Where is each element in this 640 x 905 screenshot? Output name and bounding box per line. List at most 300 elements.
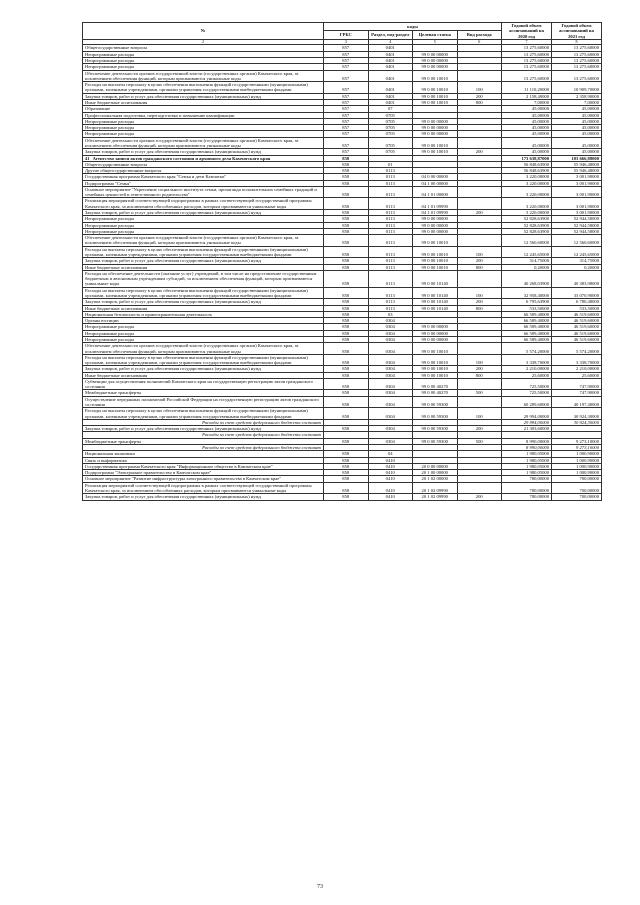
codes-header: коды <box>324 23 502 31</box>
table-cell-r: 0113 <box>368 264 413 270</box>
table-cell-r: 0304 <box>368 366 413 372</box>
page-number: 73 <box>317 884 323 890</box>
table-row <box>83 82 602 94</box>
table-cell-n: Государственная программа Камчатского края "Семья и дети Камчатки" <box>83 174 324 180</box>
table-cell-a: 1 980,05000 <box>502 457 552 463</box>
table-cell-r: 0113 <box>368 216 413 222</box>
table-cell-r: 0705 <box>368 137 413 149</box>
table-cell-r: 0113 <box>368 299 413 305</box>
table-cell-n: Закупка товаров, работ и услуг для обеспечения государственных (муниципальных) нужд <box>83 426 324 432</box>
table-cell-r: 0410 <box>368 494 413 500</box>
table-cell-g: 858 <box>324 354 369 366</box>
table-cell-g: 858 <box>324 390 369 396</box>
table-cell-n: Закупка товаров, работ и услуг для обеспечения государственных (муниципальных) нужд <box>83 494 324 500</box>
table-cell-a: 3 220,00000 <box>502 210 552 216</box>
table-cell-b: 747,90000 <box>552 378 602 390</box>
table-cell-n: Обеспечение деятельности органов государственной власти (государственных органов) Камчатского края, за исключением обеспечения функций, которым присваиваются уникальные коды <box>83 343 324 355</box>
table-cell-b: 40 197,40000 <box>552 396 602 408</box>
table-cell-n: Подпрограмма "Электронное правительство в Камчатском крае" <box>83 470 324 476</box>
table-cell-n: Обеспечение деятельности органов государственной власти (государственных органов) Камчатского края, за исключением обеспечения функций, которым присваиваются уникальные коды <box>83 235 324 247</box>
table-cell-n: Общегосударственные вопросы <box>83 45 324 51</box>
table-cell-c: 99 0 00 10010 <box>413 343 458 355</box>
table-cell-v <box>457 186 502 198</box>
table-cell-n: Осуществление переданных полномочий Российской Федерации на государственную регистрацию актов гражданского состояния <box>83 396 324 408</box>
table-cell-n: Реализация мероприятий соответствующей подпрограммы в рамках соответствующей государственной программы Камчатского края, за исключением обособленных расходов, которым присваиваются уникальные коды <box>83 198 324 210</box>
table-cell-g: 858 <box>324 311 369 317</box>
table-cell-b: 45,00000 <box>552 125 602 131</box>
table-cell-g: 858 <box>324 222 369 228</box>
table-cell-r: 07 <box>368 106 413 112</box>
table-cell-n: Расходы на выплаты персоналу в целях обеспечения выполнения функций государственными (муниципальными) органами, казенными учреждениями, органами управления государственными внебюджетными фондами <box>83 246 324 258</box>
table-cell-a: 45,00000 <box>502 118 552 124</box>
table-cell-g: 858 <box>324 451 369 457</box>
table-cell-a: 45,00000 <box>502 112 552 118</box>
table-cell-b: 45,00000 <box>552 131 602 137</box>
table-cell-c: 04 1 00 00000 <box>413 180 458 186</box>
table-cell-a: 780,00000 <box>502 494 552 500</box>
table-cell-n: Расходы на выплаты персоналу в целях обеспечения выполнения функций государственными (муниципальными) органами, казенными учреждениями, органами управления государственными внебюджетными фондами <box>83 82 324 94</box>
table-cell-v: 800 <box>457 99 502 105</box>
table-cell-c: 99 0 00 00000 <box>413 324 458 330</box>
table-cell-g: 858 <box>324 343 369 355</box>
table-cell-g: 858 <box>324 174 369 180</box>
table-cell-g: 857 <box>324 70 369 82</box>
table-cell-n: Непрограммные расходы <box>83 58 324 64</box>
table-cell-r: 0705 <box>368 118 413 124</box>
table-cell-n: Связь и информатика <box>83 457 324 463</box>
table-cell-g: 858 <box>324 378 369 390</box>
table-cell-v: 200 <box>457 366 502 372</box>
table-cell-a: 3 220,00000 <box>502 198 552 210</box>
table-cell-a: 533,50000 <box>502 305 552 311</box>
table-cell-g: 857 <box>324 106 369 112</box>
table-cell-n: Непрограммные расходы <box>83 228 324 234</box>
table-cell-g: 858 <box>324 186 369 198</box>
table-cell-b: 30 924,30000 <box>552 408 602 420</box>
table-cell-g: 858 <box>324 372 369 378</box>
table-cell-g: 858 <box>324 366 369 372</box>
table-cell-c: 99 0 00 59300 <box>413 438 458 444</box>
table-cell-r: 0113 <box>368 210 413 216</box>
table-cell-b: 1 000,90000 <box>552 470 602 476</box>
table-cell-c: 20 1 02 00000 <box>413 476 458 482</box>
table-cell-v: 200 <box>457 258 502 264</box>
table-cell-c: 99 0 00 00000 <box>413 125 458 131</box>
col-num-7: 7 <box>502 39 552 45</box>
table-cell-n: 41 Агентство записи актов гражданского состояния и архивного дела Камчатского края <box>83 155 324 161</box>
table-cell-c: 99 0 00 10010 <box>413 354 458 366</box>
table-cell-r: 0705 <box>368 149 413 155</box>
table-cell-r: 0304 <box>368 330 413 336</box>
table-cell-r: 0113 <box>368 235 413 247</box>
table-cell-a: 0,20000 <box>502 264 552 270</box>
table-cell-n: Закупка товаров, работ и услуг для обеспечения государственных (муниципальных) нужд <box>83 299 324 305</box>
table-cell-v: 200 <box>457 494 502 500</box>
table-cell-r: 0401 <box>368 70 413 82</box>
table-cell-g: 858 <box>324 494 369 500</box>
table-cell-g: 858 <box>324 287 369 299</box>
table-cell-b: 52 944,58000 <box>552 216 602 222</box>
table-row <box>83 198 602 210</box>
table-cell-a: 66 589,40000 <box>502 336 552 342</box>
budget-table <box>82 22 602 501</box>
table-cell-a: 13 275,60000 <box>502 45 552 51</box>
table-cell-c: 20 1 00 00000 <box>413 470 458 476</box>
table-cell-g: 858 <box>324 426 369 432</box>
table-cell-n: Расходы на выплаты персоналу в целях обеспечения выполнения функций государственными (муниципальными) органами, казенными учреждениями, органами управления государственными внебюджетными фондами <box>83 287 324 299</box>
table-row <box>83 287 602 299</box>
col-num-5: 5 <box>413 39 458 45</box>
table-cell-b: 13 275,60000 <box>552 58 602 64</box>
table-row <box>83 270 602 287</box>
table-cell-a: 52 828,63900 <box>502 222 552 228</box>
table-cell-c: 99 0 00 10010 <box>413 93 458 99</box>
table-cell-v: 100 <box>457 246 502 258</box>
table-cell-b: 45,00000 <box>552 106 602 112</box>
col-2021-header: Годовой объем ассигнований на 2021 год <box>552 23 602 40</box>
table-cell-g: 857 <box>324 149 369 155</box>
table-cell-a: 2 210,00000 <box>502 366 552 372</box>
table-cell-b: 9 273,10000 <box>552 438 602 444</box>
table-cell-g: 857 <box>324 82 369 94</box>
table-cell-n: Реализация мероприятий соответствующей подпрограммы в рамках соответствующей государственной программы Камчатского края, за исключением обособленных расходов, которым присваиваются уникальные коды <box>83 482 324 494</box>
table-row <box>83 186 602 198</box>
table-cell-b: 533,50000 <box>552 305 602 311</box>
table-cell-r: 0401 <box>368 45 413 51</box>
table-cell-n: Закупка товаров, работ и услуг для обеспечения государственных (муниципальных) нужд <box>83 258 324 264</box>
table-cell-n: Непрограммные расходы <box>83 330 324 336</box>
table-cell-b: 700,00000 <box>552 494 602 500</box>
table-cell-r: 0113 <box>368 270 413 287</box>
table-cell-n: Органы юстиции <box>83 318 324 324</box>
table-cell-c: 99 0 00 00000 <box>413 58 458 64</box>
table-cell-r: 0401 <box>368 58 413 64</box>
table-cell-b: 3 001,90000 <box>552 186 602 198</box>
table-cell-v: 100 <box>457 82 502 94</box>
table-row <box>83 378 602 390</box>
table-cell-c: 99 0 00 10140 <box>413 270 458 287</box>
col-vr-header: Вид расхода <box>457 31 502 39</box>
table-cell-b: 1 000,90000 <box>552 451 602 457</box>
table-cell-g: 858 <box>324 168 369 174</box>
table-cell-a: 173 638,87000 <box>502 155 552 161</box>
table-cell-r: 0401 <box>368 64 413 70</box>
table-cell-c: 99 0 00 10010 <box>413 235 458 247</box>
table-cell-n: Закупка товаров, работ и услуг для обеспечения государственных (муниципальных) нужд <box>83 149 324 155</box>
table-cell-g: 858 <box>324 180 369 186</box>
table-cell-b: 3 001,90000 <box>552 180 602 186</box>
table-cell-g: 857 <box>324 64 369 70</box>
table-cell-v: 500 <box>457 390 502 396</box>
table-cell-c: 04 1 01 09990 <box>413 210 458 216</box>
table-cell-b: 3 001,90000 <box>552 210 602 216</box>
table-cell-c: 99 0 00 00000 <box>413 336 458 342</box>
table-row <box>83 70 602 82</box>
table-cell-g: 858 <box>324 216 369 222</box>
table-cell-b: 46 519,60000 <box>552 318 602 324</box>
table-cell-c: 99 0 00 10140 <box>413 299 458 305</box>
table-cell-a: 6 795,63900 <box>502 299 552 305</box>
table-cell-b: 700,00000 <box>552 476 602 482</box>
table-body <box>83 45 602 500</box>
table-cell-v <box>457 198 502 210</box>
table-cell-b: 30 924,30000 <box>552 419 602 425</box>
table-cell-r: 0113 <box>368 180 413 186</box>
col-num-6: 6 <box>457 39 502 45</box>
table-cell-a: 11 110,20000 <box>502 82 552 94</box>
table-cell-a: 66 589,40000 <box>502 318 552 324</box>
table-cell-v: 200 <box>457 426 502 432</box>
table-cell-r: 0113 <box>368 246 413 258</box>
table-cell-c: 99 0 00 59300 <box>413 426 458 432</box>
table-cell-g: 857 <box>324 99 369 105</box>
col-2020-header: Годовой объем ассигнований на 2020 год <box>502 23 552 40</box>
table-cell-n: Расходы за счет средств федерального бюджета составят <box>83 445 324 451</box>
table-cell-a: 52 828,63900 <box>502 228 552 234</box>
table-cell-b: 3 001,90000 <box>552 174 602 180</box>
table-cell-n: Национальная безопасность и правоохранительная деятельность <box>83 311 324 317</box>
table-cell-b: 3 338,70000 <box>552 354 602 366</box>
table-cell-g: 858 <box>324 336 369 342</box>
table-cell-r: 0401 <box>368 82 413 94</box>
table-cell-g: 857 <box>324 131 369 137</box>
table-cell-a: 29 994,00000 <box>502 408 552 420</box>
table-cell-n: Непрограммные расходы <box>83 222 324 228</box>
table-cell-a: 45,00000 <box>502 137 552 149</box>
table-cell-r: 0304 <box>368 426 413 432</box>
table-cell-r: 0113 <box>368 198 413 210</box>
table-cell-g: 858 <box>324 299 369 305</box>
col-no-header: № <box>83 23 324 40</box>
table-cell-r: 0410 <box>368 476 413 482</box>
header-row-1 <box>83 23 602 31</box>
table-cell-b: 3 001,90000 <box>552 198 602 210</box>
table-cell-a: 3 220,00000 <box>502 186 552 198</box>
col-num-3: 3 <box>324 39 369 45</box>
table-cell-a: 1 980,05000 <box>502 463 552 469</box>
table-cell-v <box>457 70 502 82</box>
table-cell-g: 858 <box>324 408 369 420</box>
table-cell-c: 99 0 00 10010 <box>413 149 458 155</box>
table-cell-a: 66 589,40000 <box>502 324 552 330</box>
table-cell-c: 99 0 00 10140 <box>413 287 458 299</box>
table-cell-c: 99 0 00 10010 <box>413 258 458 264</box>
col-num-2: 2 <box>83 39 324 45</box>
table-cell-a: 56 848,63900 <box>502 161 552 167</box>
table-cell-r: 0113 <box>368 174 413 180</box>
table-cell-r: 0705 <box>368 125 413 131</box>
col-razdel-header: Раздел, под-раздел <box>368 31 413 39</box>
table-cell-b: 5 574,20000 <box>552 343 602 355</box>
table-cell-c: 99 0 00 40270 <box>413 390 458 396</box>
table-cell-r: 0401 <box>368 93 413 99</box>
table-cell-b: 2 210,00000 <box>552 366 602 372</box>
table-cell-c: 20 1 02 09990 <box>413 482 458 494</box>
table-cell-v: 200 <box>457 93 502 99</box>
table-cell-b: 46 519,60000 <box>552 330 602 336</box>
table-cell-c: 99 0 00 10010 <box>413 264 458 270</box>
table-cell-a: 45,00000 <box>502 106 552 112</box>
table-cell-b: 40 383,98000 <box>552 270 602 287</box>
table-cell-b: 314,75000 <box>552 258 602 264</box>
table-cell-g: 858 <box>324 396 369 408</box>
table-cell-c: 99 0 00 00000 <box>413 216 458 222</box>
table-cell-b: 103 666,88000 <box>552 155 602 161</box>
table-cell-n: Образование <box>83 106 324 112</box>
table-cell-a: 780,00000 <box>502 482 552 494</box>
table-cell-n: Обеспечение деятельности органов государственной власти (государственных органов) Камчатского края, за исключением обеспечения функций, которым присваиваются уникальные коды <box>83 70 324 82</box>
table-cell-c: 99 0 00 00000 <box>413 118 458 124</box>
table-cell-b: 55 946,48000 <box>552 161 602 167</box>
table-row <box>83 482 602 494</box>
table-cell-n: Иные бюджетные ассигнования <box>83 305 324 311</box>
table-cell-a: 7,00000 <box>502 99 552 105</box>
table-cell-c: 99 0 00 10010 <box>413 70 458 82</box>
table-cell-g: 858 <box>324 476 369 482</box>
table-cell-g: 858 <box>324 482 369 494</box>
table-cell-a: 12 245,65000 <box>502 246 552 258</box>
table-cell-n: Непрограммные расходы <box>83 216 324 222</box>
table-cell-a: 8 990,00000 <box>502 445 552 451</box>
col-cs-header: Целевая статья <box>413 31 458 39</box>
table-cell-a: 13 275,60000 <box>502 64 552 70</box>
table-cell-b: 45,00000 <box>552 112 602 118</box>
table-cell-b: 0,20000 <box>552 264 602 270</box>
table-cell-v <box>457 396 502 408</box>
table-cell-v: 500 <box>457 438 502 444</box>
table-cell-b: 13 275,60000 <box>552 70 602 82</box>
table-cell-c: 20 1 02 09990 <box>413 494 458 500</box>
table-cell-a: 25,60000 <box>502 372 552 378</box>
table-cell-b: 10 909,70000 <box>552 82 602 94</box>
table-cell-g: 858 <box>324 330 369 336</box>
table-cell-a: 45,00000 <box>502 131 552 137</box>
table-cell-b: 2 358,90000 <box>552 93 602 99</box>
table-cell-n: Основное мероприятие "Укрепление социального института семьи, пропаганда положительных семейных традиций и семейных ценностей и ответственного родительства" <box>83 186 324 198</box>
table-cell-r: 0304 <box>368 354 413 366</box>
table-cell-r: 04 <box>368 451 413 457</box>
table-cell-n: Межбюджетные трансферты <box>83 438 324 444</box>
table-cell-r: 0410 <box>368 457 413 463</box>
table-cell-a: 13 275,60000 <box>502 51 552 57</box>
table-cell-a: 3 220,00000 <box>502 180 552 186</box>
table-row <box>83 408 602 420</box>
table-cell-n: Расходы за счет средств федерального бюджета составят <box>83 432 324 438</box>
table-cell-a: 21 303,60000 <box>502 426 552 432</box>
table-row <box>83 311 602 317</box>
table-cell-n: Иные бюджетные ассигнования <box>83 264 324 270</box>
table-cell-g: 857 <box>324 118 369 124</box>
table-cell-r: 0304 <box>368 396 413 408</box>
table-cell-g: 858 <box>324 264 369 270</box>
table-cell-b: 52 944,58000 <box>552 228 602 234</box>
table-cell-c: 99 0 00 10010 <box>413 137 458 149</box>
table-cell-n: Закупка товаров, работ и услуг для обеспечения государственных (муниципальных) нужд <box>83 366 324 372</box>
table-cell-v: 200 <box>457 299 502 305</box>
table-cell-v: 200 <box>457 149 502 155</box>
table-cell-b: 13 275,60000 <box>552 45 602 51</box>
table-cell-c: 99 0 00 00000 <box>413 131 458 137</box>
table-cell-g: 857 <box>324 125 369 131</box>
table-cell-b: 13 275,60000 <box>552 51 602 57</box>
table-cell-g: 858 <box>324 318 369 324</box>
table-row <box>83 343 602 355</box>
table-cell-g: 858 <box>324 438 369 444</box>
table-cell-n: Подпрограмма "Семья" <box>83 180 324 186</box>
table-cell-b: 45,00000 <box>552 137 602 149</box>
table-cell-g: 857 <box>324 137 369 149</box>
table-row <box>83 354 602 366</box>
table-cell-r: 0410 <box>368 482 413 494</box>
table-cell-n: Непрограммные расходы <box>83 336 324 342</box>
table-cell-a: 2 158,40000 <box>502 93 552 99</box>
table-cell-b: 7,00000 <box>552 99 602 105</box>
table-cell-r: 0410 <box>368 463 413 469</box>
table-cell-g: 858 <box>324 270 369 287</box>
table-cell-v <box>457 378 502 390</box>
table-cell-r: 0705 <box>368 112 413 118</box>
table-cell-g: 857 <box>324 58 369 64</box>
table-cell-b: 46 519,60000 <box>552 336 602 342</box>
table-cell-v: 100 <box>457 287 502 299</box>
table-cell-a: 725,50000 <box>502 378 552 390</box>
table-cell-n: Общегосударственные вопросы <box>83 161 324 167</box>
table-cell-n: Расходы на выплаты персоналу в целях обеспечения выполнения функций государственными (муниципальными) органами, казенными учреждениями, органами управления государственными внебюджетными фондами <box>83 354 324 366</box>
table-cell-g: 858 <box>324 324 369 330</box>
table-cell-a: 8 990,00000 <box>502 438 552 444</box>
table-cell-b: 52 944,58000 <box>552 222 602 228</box>
col-grbs-header: ГРБС <box>324 31 369 39</box>
table-cell-g: 858 <box>324 258 369 264</box>
table-cell-v <box>457 137 502 149</box>
table-cell-a: 66 589,40000 <box>502 330 552 336</box>
table-cell-n: Непрограммные расходы <box>83 51 324 57</box>
table-cell-r: 0401 <box>368 51 413 57</box>
table-cell-n: Непрограммные расходы <box>83 118 324 124</box>
table-cell-a: 12 560,60000 <box>502 235 552 247</box>
table-cell-a: 45,00000 <box>502 149 552 155</box>
table-cell-n: Другие общегосударственные вопросы <box>83 168 324 174</box>
table-cell-a: 3 220,00000 <box>502 174 552 180</box>
table-cell-b: 33 070,90000 <box>552 287 602 299</box>
table-cell-a: 5 574,20000 <box>502 343 552 355</box>
table-cell-b: 13 275,60000 <box>552 64 602 70</box>
table-cell-n: Иные бюджетные ассигнования <box>83 99 324 105</box>
table-cell-n: Непрограммные расходы <box>83 125 324 131</box>
table-cell-v <box>457 482 502 494</box>
table-cell-v <box>457 235 502 247</box>
table-cell-c: 99 0 00 10010 <box>413 246 458 258</box>
table-cell-a: 13 275,60000 <box>502 70 552 82</box>
table-cell-n: Национальная экономика <box>83 451 324 457</box>
table-cell-g: 858 <box>324 161 369 167</box>
table-cell-r: 0304 <box>368 438 413 444</box>
table-cell-r: 0304 <box>368 372 413 378</box>
table-cell-b: 747,90000 <box>552 390 602 396</box>
table-cell-a: 314,75000 <box>502 258 552 264</box>
table-cell-n: Непрограммные расходы <box>83 64 324 70</box>
table-cell-a: 32 958,40000 <box>502 287 552 299</box>
table-cell-r: 0113 <box>368 228 413 234</box>
table-cell-v: 800 <box>457 264 502 270</box>
table-cell-n: Расходы за счет средств федерального бюджета составят <box>83 419 324 425</box>
table-row <box>83 396 602 408</box>
table-cell-g: 858 <box>324 210 369 216</box>
table-row <box>83 235 602 247</box>
table-cell-g: 857 <box>324 45 369 51</box>
table-cell-a: 1 980,05000 <box>502 451 552 457</box>
table-cell-v: 100 <box>457 408 502 420</box>
